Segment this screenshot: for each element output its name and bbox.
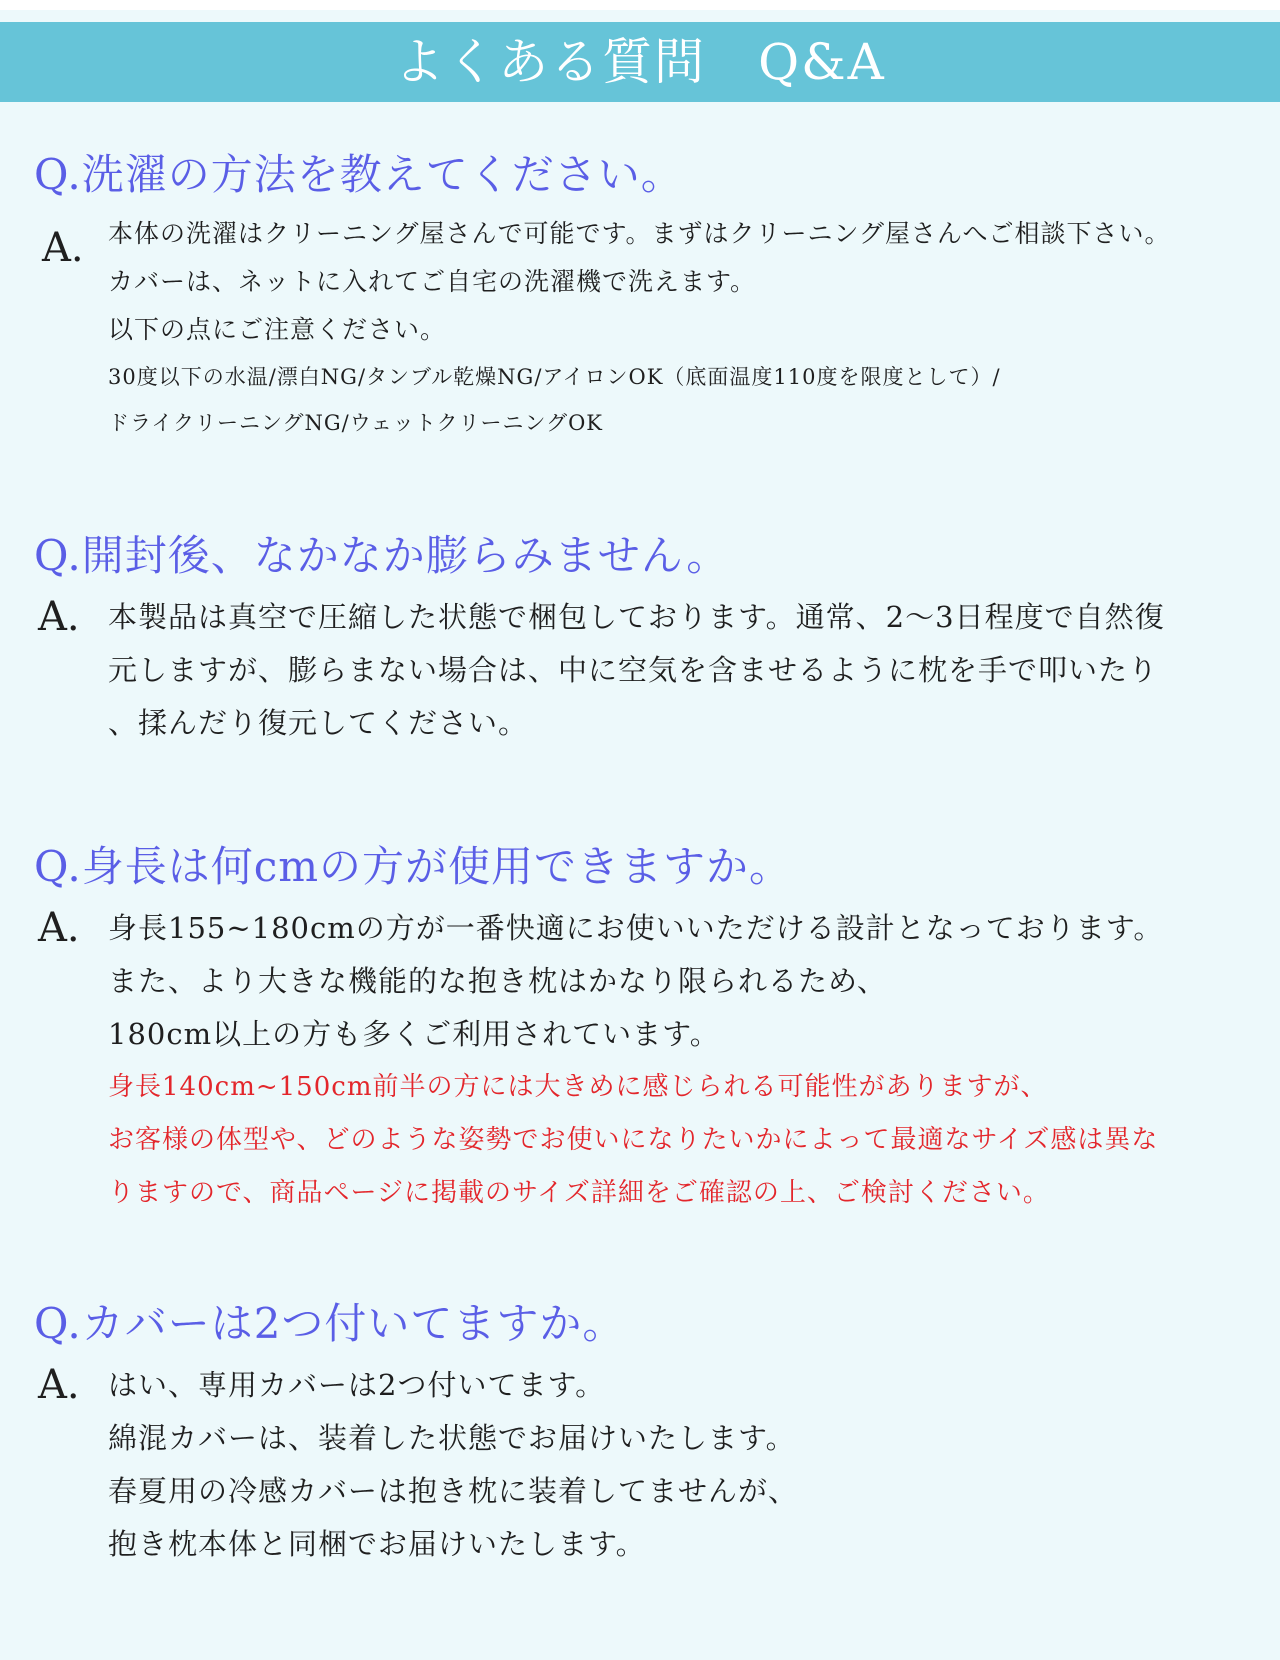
- faq-header: [0, 22, 1280, 102]
- answer-marker: A.: [38, 594, 80, 641]
- answer-line: 以下の点にご注意ください。: [108, 315, 447, 345]
- answer-line: カバーは、ネットに入れてご自宅の洗濯機で洗えます。: [108, 267, 757, 297]
- warning-note-line: りますので、商品ページに掲載のサイズ詳細をご確認の上、ご検討ください。: [108, 1178, 1050, 1209]
- warning-note-line: 身長140cm~150cm前半の方には大きめに感じられる可能性がありますが、: [108, 1072, 1048, 1103]
- answer-marker: A.: [38, 905, 80, 952]
- answer-line: 春夏用の冷感カバーは抱き枕に装着してませんが、: [108, 1474, 799, 1509]
- warning-note-line: お客様の体型や、どのような姿勢でお使いになりたいかによって最適なサイズ感は異な: [108, 1125, 1159, 1156]
- faq-item-inflation: [34, 531, 1274, 750]
- answer-line: また、より大きな機能的な抱き枕はかなり限られるため、: [108, 964, 887, 999]
- answer-marker: A.: [42, 225, 84, 272]
- answer-line: 本体の洗濯はクリーニング屋さんで可能です。まずはクリーニング屋さんへご相談下さい。: [108, 219, 1171, 249]
- top-border: [0, 0, 1280, 10]
- faq-item-washing: [34, 150, 1274, 446]
- answer-line: 元しますが、膨らまない場合は、中に空気を含ませるように枕を手で叩いたり: [108, 653, 1159, 688]
- answer-line: 綿混カバーは、装着した状態でお届けいたします。: [108, 1421, 796, 1456]
- faq-title: よくある質問 Q&A: [394, 33, 886, 91]
- answer-line: 身長155~180cmの方が一番快適にお使いいただける設計となっております。: [108, 911, 1164, 946]
- answer-line: ドライクリーニングNG/ウェットクリーニングOK: [108, 411, 603, 436]
- answer-line: 本製品は真空で圧縮した状態で梱包しております。通常、2〜3日程度で自然復: [108, 600, 1165, 635]
- answer-line: 180cm以上の方も多くご利用されています。: [108, 1017, 720, 1052]
- faq-answer: [34, 591, 1274, 750]
- faq-question: Q.カバーは2つ付いてますか。: [34, 1299, 626, 1348]
- faq-question: Q.洗濯の方法を教えてください。: [34, 150, 684, 199]
- faq-item-covers: [34, 1299, 1274, 1571]
- faq-question: Q.身長は何cmの方が使用できますか。: [34, 842, 793, 891]
- answer-line: はい、専用カバーは2つ付いてます。: [108, 1368, 606, 1403]
- faq-answer: [34, 902, 1274, 1220]
- faq-question: Q.開封後、なかなか膨らみません。: [34, 531, 730, 580]
- answer-line: 抱き枕本体と同梱でお届けいたします。: [108, 1527, 646, 1562]
- answer-line: 30度以下の水温/漂白NG/タンブル乾燥NG/アイロンOK（底面温度110度を限度として）/: [108, 365, 1001, 390]
- faq-answer: [34, 210, 1274, 446]
- answer-line: 、揉んだり復元してください。: [108, 706, 529, 741]
- faq-item-height: [34, 842, 1274, 1220]
- faq-answer: [34, 1359, 1274, 1571]
- answer-marker: A.: [38, 1362, 80, 1409]
